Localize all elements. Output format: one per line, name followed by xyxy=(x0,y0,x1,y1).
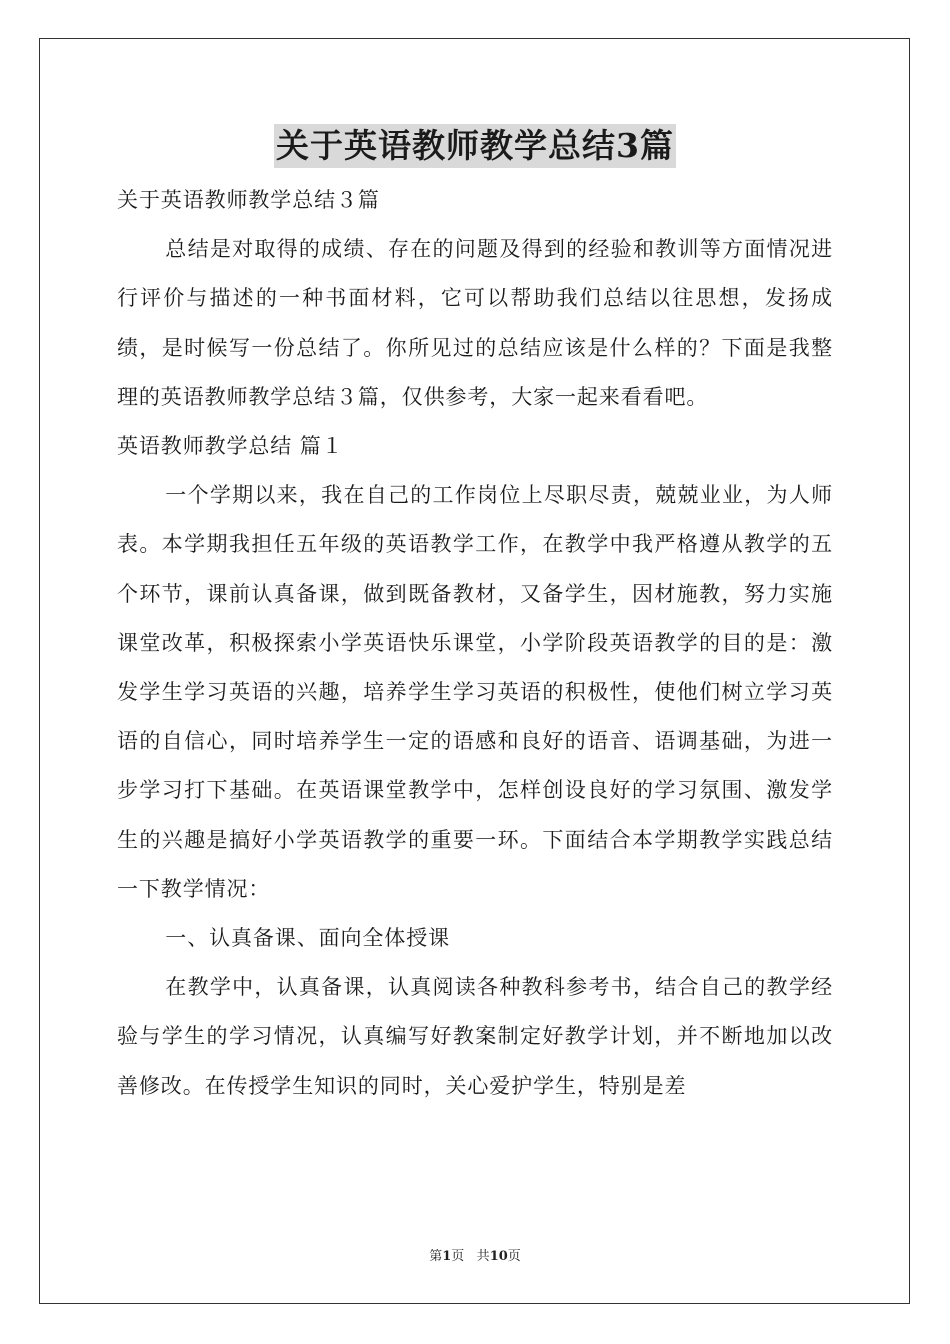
section-heading: 英语教师教学总结 篇１ xyxy=(117,434,344,459)
page-footer xyxy=(0,1248,950,1266)
document-title: 关于英语教师教学总结3篇 xyxy=(274,124,676,168)
body-paragraph: 在教学中，认真备课，认真阅读各种教科参考书，结合自己的教学经验与学生的学习情况，认真编写好教案制定好教学计划，并不断地加以改善修改。在传授学生知识的同时，关心爱护学生，特别是差 xyxy=(117,975,833,1098)
total-pages-number: 10 xyxy=(489,1249,508,1264)
document-body xyxy=(117,176,833,1111)
subtitle-line: 关于英语教师教学总结３篇 xyxy=(117,188,380,212)
intro-paragraph: 总结是对取得的成绩、存在的问题及得到的经验和教训等方面情况进行评价与描述的一种书面材料，它可以帮助我们总结以往思想，发扬成绩，是时候写一份总结了。你所见过的总结应该是什么样的？下面是我整理的英语教师教学总结３篇，仅供参考，大家一起来看看吧。 xyxy=(117,237,833,409)
total-suffix: 页 xyxy=(507,1249,521,1264)
current-page-number: 1 xyxy=(442,1249,452,1264)
total-prefix: 共 xyxy=(476,1249,490,1264)
body-paragraph: 一个学期以来，我在自己的工作岗位上尽职尽责，兢兢业业，为人师表。本学期我担任五年级的英语教学工作，在教学中我严格遵从教学的五个环节，课前认真备课，做到既备教材，又备学生，因材施教，努力实施课堂改革，积极探索小学英语快乐课堂，小学阶段英语教学的目的是：激发学生学习英语的兴趣，培养学生学习英语的积极性，使他们树立学习英语的自信心，同时培养学生一定的语感和良好的语音、语调基础，为进一步学习打下基础。在英语课堂教学中，怎样创设良好的学习氛围、激发学生的兴趣是搞好小学英语教学的重要一环。下面结合本学期教学实践总结一下教学情况： xyxy=(117,483,833,901)
page-prefix: 第 xyxy=(429,1249,443,1264)
page-suffix: 页 xyxy=(451,1249,465,1264)
title-block xyxy=(0,124,950,168)
subsection-heading: 一、认真备课、面向全体授课 xyxy=(165,926,450,951)
